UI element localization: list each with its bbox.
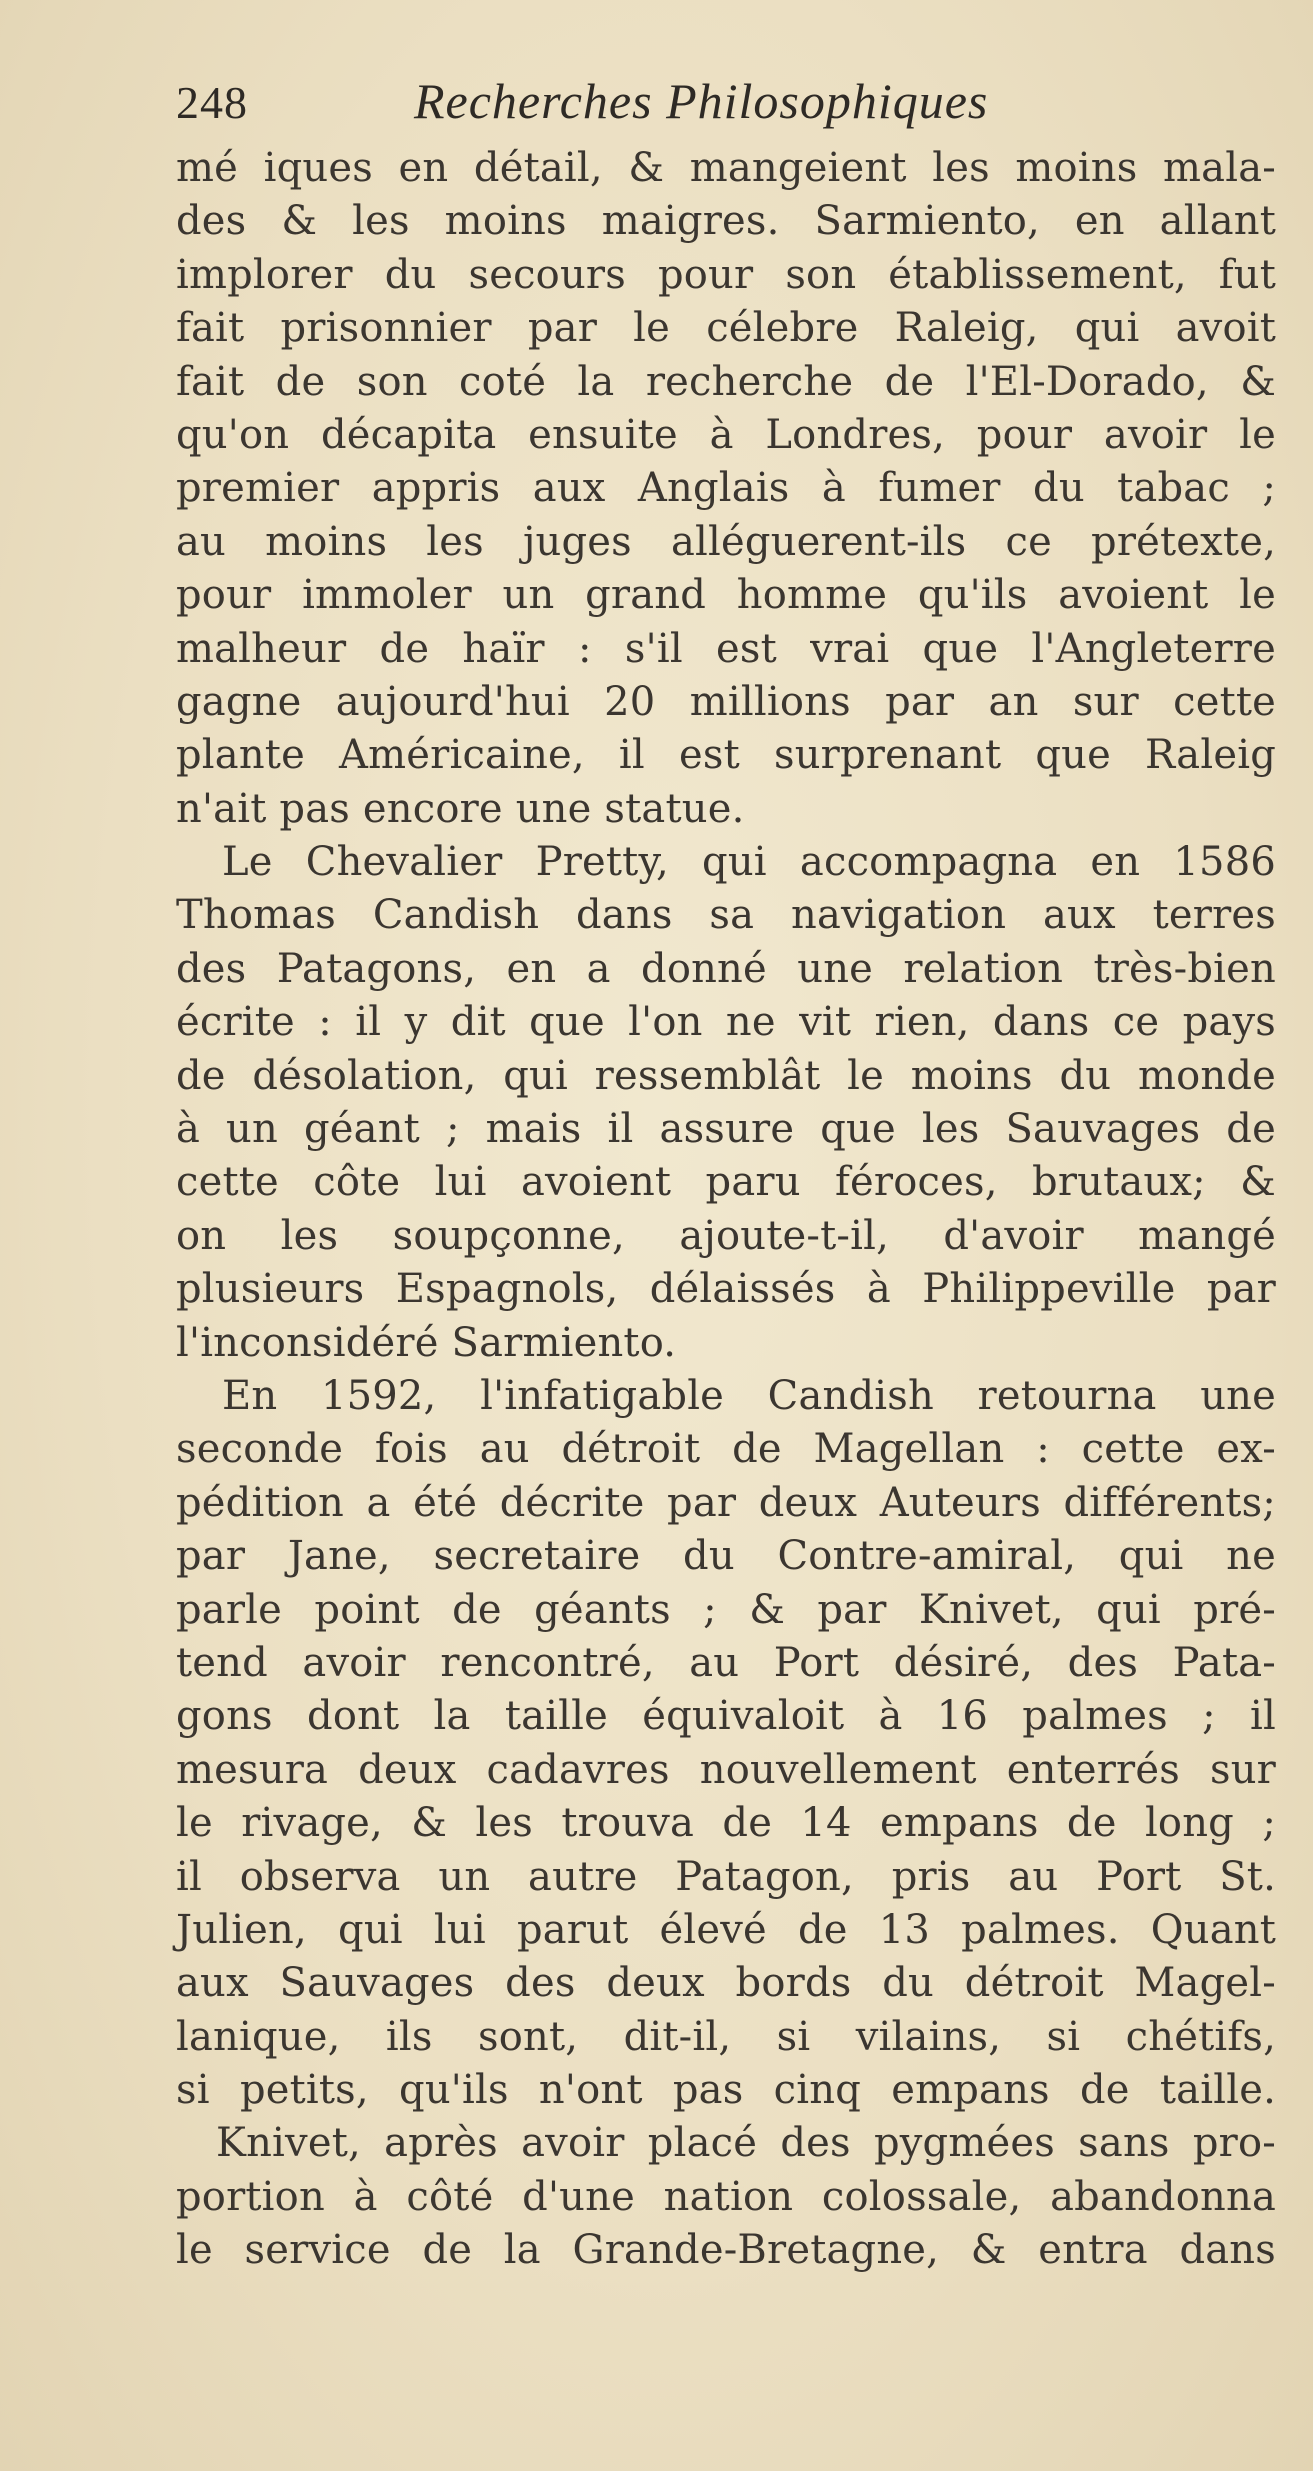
text-line: Julien, qui lui parut élevé de 13 palmes. Quant	[176, 1906, 1276, 1953]
page-number: 248	[176, 77, 248, 128]
text-line: plusieurs Espagnols, délaissés à Philippeville par	[176, 1266, 1276, 1313]
text-line: portion à côté d'une nation colossale, abandonna	[176, 2173, 1276, 2220]
text-line: implorer du secours pour son établissement, fut	[176, 251, 1276, 298]
text-line: malheur de haïr : s'il est vrai que l'Angleterre	[176, 625, 1276, 672]
text-line: il observa un autre Patagon, pris au Port St.	[176, 1853, 1276, 1900]
text-line: au moins les juges alléguerent-ils ce prétexte,	[176, 518, 1276, 565]
text-line: premier appris aux Anglais à fumer du tabac ;	[176, 465, 1276, 512]
text-line: aux Sauvages des deux bords du détroit Magel-	[176, 1960, 1276, 2007]
text-line: pour immoler un grand homme qu'ils avoient le	[176, 572, 1276, 619]
page-header	[176, 72, 1276, 142]
text-line: Le Chevalier Pretty, qui accompagna en 1586	[222, 839, 1276, 886]
text-line: cette côte lui avoient paru féroces, brutaux; &	[176, 1159, 1276, 1206]
text-line: fait prisonnier par le célebre Raleig, qui avoit	[176, 305, 1276, 352]
text-line: seconde fois au détroit de Magellan : cette ex-	[176, 1426, 1276, 1473]
text-line: gons dont la taille équivaloit à 16 palmes ; il	[176, 1693, 1276, 1740]
text-line: pédition a été décrite par deux Auteurs différents;	[176, 1479, 1276, 1526]
text-line: le rivage, & les trouva de 14 empans de long ;	[176, 1800, 1276, 1847]
text-line: plante Américaine, il est surprenant que Raleig	[176, 732, 1276, 779]
text-line: des & les moins maigres. Sarmiento, en allant	[176, 198, 1276, 245]
text-line: mesura deux cadavres nouvellement enterrés sur	[176, 1746, 1276, 1793]
text-line: qu'on décapita ensuite à Londres, pour avoir le	[176, 411, 1276, 458]
body-text	[176, 142, 1276, 2278]
text-line: n'ait pas encore une statue.	[176, 785, 745, 832]
text-line: l'inconsidéré Sarmiento.	[176, 1319, 677, 1366]
text-line: fait de son coté la recherche de l'El-Dorado, &	[176, 358, 1276, 405]
text-line: des Patagons, en a donné une relation très-bien	[176, 945, 1276, 992]
text-line: écrite : il y dit que l'on ne vit rien, dans ce pays	[176, 999, 1276, 1046]
text-line: on les soupçonne, ajoute-t-il, d'avoir mangé	[176, 1212, 1276, 1259]
text-line: de désolation, qui ressemblât le moins du monde	[176, 1052, 1276, 1099]
text-line: le service de la Grande-Bretagne, & entra dans	[176, 2227, 1276, 2274]
text-line: mé iques en détail, & mangeient les moins mala-	[176, 145, 1276, 191]
text-line: tend avoir rencontré, au Port désiré, des Pata-	[176, 1639, 1276, 1686]
text-line: En 1592, l'infatigable Candish retourna une	[222, 1372, 1276, 1419]
text-line: si petits, qu'ils n'ont pas cinq empans de taille.	[176, 2067, 1276, 2114]
text-line: Thomas Candish dans sa navigation aux terres	[176, 892, 1276, 939]
text-line: Knivet, après avoir placé des pygmées sans pro-	[216, 2120, 1276, 2167]
text-line: par Jane, secretaire du Contre-amiral, qui ne	[176, 1533, 1276, 1580]
page-text	[176, 72, 1276, 2278]
running-title: Recherches Philosophiques	[414, 73, 989, 129]
text-line: lanique, ils sont, dit-il, si vilains, si chétifs,	[176, 2013, 1276, 2060]
text-line: à un géant ; mais il assure que les Sauvages de	[176, 1106, 1276, 1153]
text-line: gagne aujourd'hui 20 millions par an sur cette	[176, 678, 1276, 725]
text-line: parle point de géants ; & par Knivet, qui pré-	[176, 1586, 1276, 1633]
